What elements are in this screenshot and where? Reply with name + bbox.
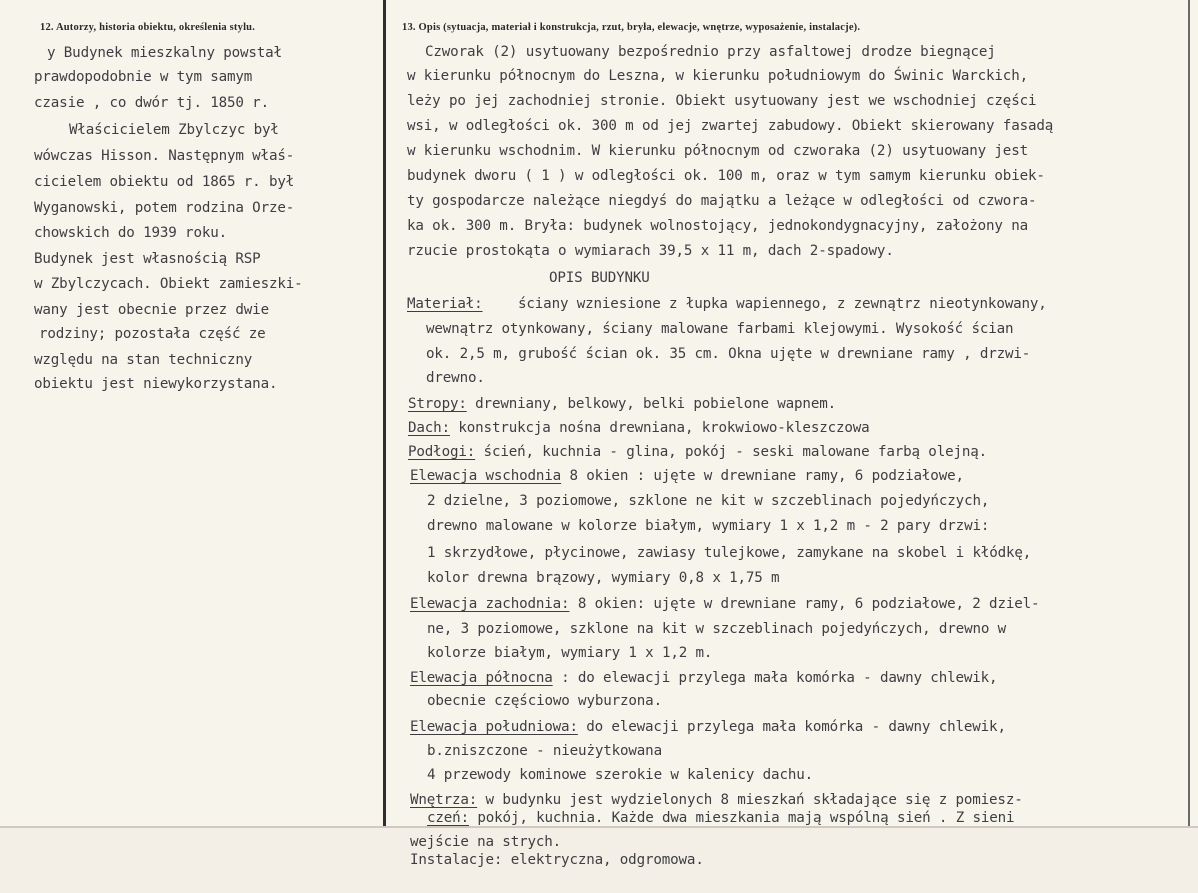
elewacja-wschodnia-first: 8 okien : ujęte w drewniane ramy, 6 podziałowe, [569,468,964,484]
intro-line: rzucie prostokąta o wymiarach 39,5 x 11 m, dach 2-spadowy. [407,243,894,259]
right-column-header: 13. Opis (sytuacja, materiał i konstrukcja, rzut, bryła, elewacje, wnętrze, wyposażenie, instalacje). [402,22,861,33]
column-divider [383,0,386,830]
elewacja-polnocna-first: : do elewacji przylega mała komórka - dawny chlewik, [561,670,998,686]
material-line: ściany wzniesione z łupka wapiennego, z zewnątrz nieotynkowany, [518,296,1047,312]
podlogi-text: ścień, kuchnia - glina, pokój - seski malowane farbą olejną. [483,444,988,460]
elewacja-polnocna-line: obecnie częściowo wyburzona. [427,693,662,709]
left-text-line: Właścicielem Zbylczyc był [69,122,279,138]
left-text-line: względu na stan techniczny [34,352,253,368]
elewacja-poludniowa-line: b.zniszczone - nieużytkowana [427,743,662,759]
left-text-line: cicielem obiektu od 1865 r. był [34,174,295,190]
wnetrza-label: Wnętrza: [410,792,478,808]
left-text-line: Wyganowski, potem rodzina Orze- [34,200,295,216]
elewacja-wschodnia-line: drewno malowane w kolorze białym, wymiary 1 x 1,2 m - 2 pary drzwi: [427,518,990,534]
dach-text: konstrukcja nośna drewniana, krokwiowo-kleszczowa [458,420,870,436]
left-text-line: w Zbylczycach. Obiekt zamieszki- [34,276,303,292]
intro-line: wsi, w odległości ok. 300 m od jej zwartej zabudowy. Obiekt skierowany fasadą [407,118,1054,134]
intro-line: ka ok. 300 m. Bryła: budynek wolnostojący, jednokondygnacyjny, założony na [407,218,1028,234]
wnetrza-row [410,792,1023,808]
elewacja-poludniowa-label: Elewacja południowa: [410,719,578,735]
elewacja-zachodnia-label: Elewacja zachodnia: [410,596,570,612]
wnetrza-second-label: czeń: [427,810,469,826]
left-text-line: Budynek jest własnością RSP [34,251,261,267]
elewacja-wschodnia-line: 2 dzielne, 3 poziomowe, szklone ne kit w szczeblinach pojedyńczych, [427,493,990,509]
wnetrza-first: w budynku jest wydzielonych 8 mieszkań składające się z pomiesz- [485,792,1023,808]
elewacja-wschodnia-label: Elewacja wschodnia [410,468,562,484]
intro-line: budynek dworu ( 1 ) w odległości ok. 100 m, oraz w tym samym kierunku obiek- [407,168,1045,184]
elewacja-polnocna-label: Elewacja północna [410,670,553,686]
left-text-line: prawdopodobnie w tym samym [34,69,253,85]
stropy-text: drewniany, belkowy, belki pobielone wapnem. [475,396,836,412]
elewacja-zachodnia-line: ne, 3 poziomowe, szklone na kit w szczeblinach pojedyńczych, drewno w [427,621,1007,637]
intro-line: ty gospodarcze należące niegdyś do majątku a leżące w odległości od czwora- [407,193,1037,209]
podlogi-label: Podłogi: [408,444,476,460]
left-text-line: rodziny; pozostała część ze [39,326,266,342]
left-column-header: 12. Autorzy, historia obiektu, określenia stylu. [40,22,256,33]
elewacja-wschodnia-line: kolor drewna brązowy, wymiary 0,8 x 1,75 m [427,570,780,586]
left-text-line: wówczas Hisson. Następnym właś- [34,148,295,164]
podlogi-row [408,444,987,460]
left-text-line: obiektu jest niewykorzystana. [34,376,278,392]
material-label: Materiał: [407,296,483,312]
dach-label: Dach: [408,420,450,436]
elewacja-wschodnia-row [410,468,964,484]
left-text-line: czasie , co dwór tj. 1850 r. [34,95,269,111]
elewacja-zachodnia-first: 8 okien: ujęte w drewniane ramy, 6 podziałowe, 2 dziel- [577,596,1040,612]
section-title: OPIS BUDYNKU [549,270,650,286]
material-line: wewnątrz otynkowany, ściany malowane farbami klejowymi. Wysokość ścian [426,321,1014,337]
wnetrza-second-row [427,810,1014,826]
wnetrza-second: pokój, kuchnia. Każde dwa mieszkania mają wspólną sień . Z sieni [477,810,1015,826]
elewacja-polnocna-row [410,670,997,686]
intro-line: leży po jej zachodniej stronie. Obiekt usytuowany jest we wschodniej części [407,93,1037,109]
right-border [1188,0,1190,830]
left-text-line: y Budynek mieszkalny powstał [47,45,282,61]
left-text-line: chowskich do 1939 roku. [34,225,228,241]
stropy-row [408,396,836,412]
elewacja-poludniowa-row [410,719,1006,735]
elewacja-zachodnia-line: kolorze białym, wymiary 1 x 1,2 m. [427,645,713,661]
left-text-line: wany jest obecnie przez dwie [34,302,269,318]
intro-line: w kierunku wschodnim. W kierunku północnym od czworaka (2) usytuowany jest [407,143,1028,159]
intro-line: Czworak (2) usytuowany bezpośrednio przy asfaltowej drodze biegnącej [425,44,996,60]
wnetrza-line: Instalacje: elektryczna, odgromowa. [410,852,704,868]
stropy-label: Stropy: [408,396,467,412]
elewacja-zachodnia-row [410,596,1039,612]
material-line: ok. 2,5 m, grubość ścian ok. 35 cm. Okna ujęte w drewniane ramy , drzwi- [426,346,1031,362]
intro-line: w kierunku północnym do Leszna, w kierunku południowym do Świnic Warckich, [407,68,1028,84]
dach-row [408,420,870,436]
elewacja-wschodnia-line: 1 skrzydłowe, płycinowe, zawiasy tulejkowe, zamykane na skobel i kłódkę, [427,545,1032,561]
material-line: drewno. [426,370,485,386]
elewacja-poludniowa-first: do elewacji przylega mała komórka - dawny chlewik, [586,719,1006,735]
elewacja-poludniowa-line: 4 przewody kominowe szerokie w kalenicy dachu. [427,767,814,783]
wnetrza-line: wejście na strych. [410,834,562,850]
